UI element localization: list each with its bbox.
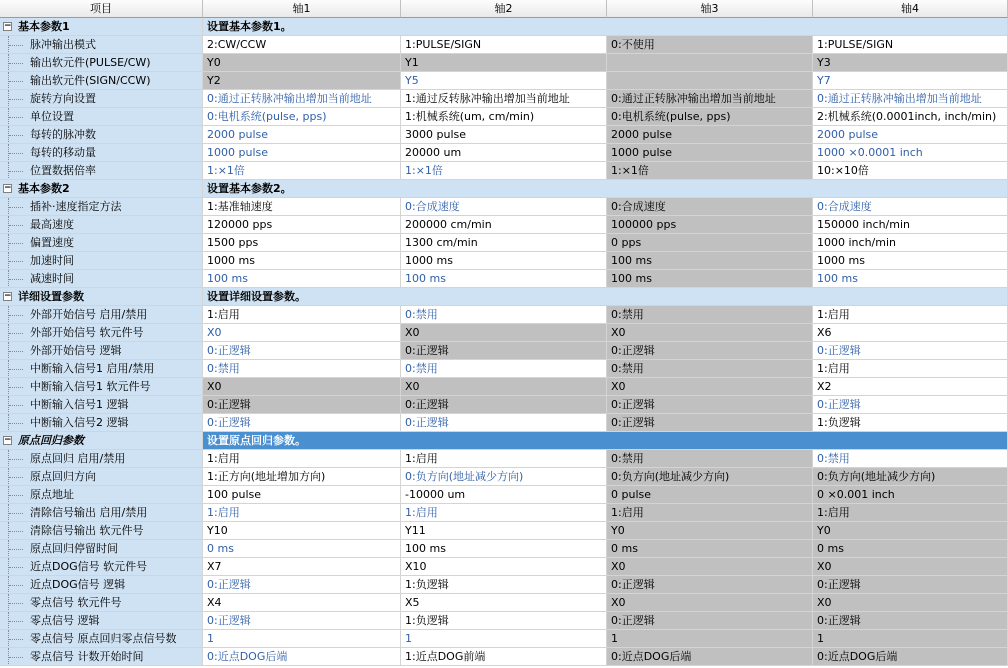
axis3-value-cell[interactable]: 0:正逻辑 xyxy=(607,414,813,432)
axis3-value-cell[interactable]: 2000 pulse xyxy=(607,126,813,144)
parameter-name-cell xyxy=(0,414,203,432)
axis1-value-cell[interactable]: 0:电机系统(pulse, pps) xyxy=(203,108,401,126)
axis2-value-cell[interactable]: 1:启用 xyxy=(401,450,607,468)
axis1-value-cell[interactable]: 0:正逻辑 xyxy=(203,414,401,432)
axis3-value-cell[interactable]: X0 xyxy=(607,324,813,342)
section-title-cell[interactable] xyxy=(0,18,203,36)
axis2-value-cell[interactable]: 0:禁用 xyxy=(401,360,607,378)
axis3-value-cell[interactable] xyxy=(607,54,813,72)
tree-line-icon xyxy=(8,324,26,342)
parameter-name-cell xyxy=(0,216,203,234)
axis4-value-cell[interactable]: 1 xyxy=(813,630,1008,648)
tree-line-icon xyxy=(8,90,26,108)
section-header-row[interactable] xyxy=(0,180,1008,198)
parameter-row xyxy=(0,504,1008,522)
axis2-value-cell[interactable]: Y5 xyxy=(401,72,607,90)
column-header-item[interactable]: 项目 xyxy=(0,0,203,18)
tree-line-icon xyxy=(8,54,26,72)
tree-line-icon xyxy=(8,414,26,432)
axis3-value-cell[interactable]: 1000 pulse xyxy=(607,144,813,162)
parameter-name-cell xyxy=(0,234,203,252)
axis2-value-cell[interactable]: 100 ms xyxy=(401,270,607,288)
axis3-value-cell[interactable]: Y0 xyxy=(607,522,813,540)
axis1-value-cell[interactable]: X0 xyxy=(203,324,401,342)
parameter-label: 零点信号 逻辑 xyxy=(30,614,100,627)
parameter-name-cell xyxy=(0,252,203,270)
axis2-value-cell[interactable]: 1300 cm/min xyxy=(401,234,607,252)
parameter-name-cell xyxy=(0,90,203,108)
parameter-row xyxy=(0,378,1008,396)
axis1-value-cell[interactable]: 0:近点DOG后端 xyxy=(203,648,401,666)
tree-line-icon xyxy=(8,360,26,378)
axis3-value-cell[interactable]: 0:近点DOG后端 xyxy=(607,648,813,666)
section-header-row[interactable] xyxy=(0,432,1008,450)
axis4-value-cell[interactable]: 1:启用 xyxy=(813,504,1008,522)
parameter-row xyxy=(0,594,1008,612)
parameter-label: 旋转方向设置 xyxy=(30,92,96,105)
parameter-row xyxy=(0,126,1008,144)
axis1-value-cell[interactable]: 1:启用 xyxy=(203,450,401,468)
parameter-label: 位置数据倍率 xyxy=(30,164,96,177)
parameter-label: 最高速度 xyxy=(30,218,74,231)
parameter-name-cell xyxy=(0,630,203,648)
tree-line-icon xyxy=(8,594,26,612)
tree-line-icon xyxy=(8,576,26,594)
parameter-row xyxy=(0,612,1008,630)
axis1-value-cell[interactable]: 0:正逻辑 xyxy=(203,342,401,360)
axis3-value-cell[interactable]: 100 ms xyxy=(607,270,813,288)
axis2-value-cell[interactable]: 0:禁用 xyxy=(401,306,607,324)
parameter-row xyxy=(0,648,1008,666)
axis1-value-cell[interactable]: 0:禁用 xyxy=(203,360,401,378)
axis4-value-cell[interactable]: 1000 ms xyxy=(813,252,1008,270)
axis1-value-cell[interactable]: 1:正方向(地址增加方向) xyxy=(203,468,401,486)
axis3-value-cell[interactable]: 100000 pps xyxy=(607,216,813,234)
axis3-value-cell[interactable]: 0:电机系统(pulse, pps) xyxy=(607,108,813,126)
axis2-value-cell[interactable]: 1:近点DOG前端 xyxy=(401,648,607,666)
section-description: 设置基本参数2。 xyxy=(203,180,1008,198)
axis2-value-cell[interactable]: 200000 cm/min xyxy=(401,216,607,234)
parameter-row xyxy=(0,108,1008,126)
axis4-value-cell[interactable]: 1:PULSE/SIGN xyxy=(813,36,1008,54)
section-description: 设置原点回归参数。 xyxy=(203,432,1008,450)
parameter-label: 近点DOG信号 逻辑 xyxy=(30,578,126,591)
axis2-value-cell[interactable]: Y11 xyxy=(401,522,607,540)
axis4-value-cell[interactable]: X6 xyxy=(813,324,1008,342)
tree-line-icon xyxy=(8,144,26,162)
tree-line-icon xyxy=(8,216,26,234)
axis4-value-cell[interactable]: 0 ms xyxy=(813,540,1008,558)
parameter-row xyxy=(0,144,1008,162)
axis2-value-cell[interactable]: X5 xyxy=(401,594,607,612)
parameter-label: 零点信号 软元件号 xyxy=(30,596,122,609)
axis1-value-cell[interactable]: X4 xyxy=(203,594,401,612)
section-title: 基本参数1 xyxy=(18,20,70,33)
axis1-value-cell[interactable]: 1:基准轴速度 xyxy=(203,198,401,216)
axis2-value-cell[interactable]: 0:合成速度 xyxy=(401,198,607,216)
parameter-label: 原点地址 xyxy=(30,488,74,501)
axis2-value-cell[interactable]: 1:PULSE/SIGN xyxy=(401,36,607,54)
parameter-row xyxy=(0,522,1008,540)
parameter-label: 中断输入信号1 逻辑 xyxy=(30,398,129,411)
parameter-name-cell xyxy=(0,558,203,576)
parameter-row xyxy=(0,270,1008,288)
axis4-value-cell[interactable]: 0:合成速度 xyxy=(813,198,1008,216)
parameter-row xyxy=(0,396,1008,414)
parameter-label: 加速时间 xyxy=(30,254,74,267)
parameter-name-cell xyxy=(0,576,203,594)
axis4-value-cell[interactable]: Y7 xyxy=(813,72,1008,90)
tree-line-icon xyxy=(8,486,26,504)
parameter-name-cell xyxy=(0,72,203,90)
parameter-row xyxy=(0,324,1008,342)
parameter-row xyxy=(0,342,1008,360)
parameter-name-cell xyxy=(0,612,203,630)
tree-line-icon xyxy=(8,162,26,180)
parameter-row xyxy=(0,576,1008,594)
tree-line-icon xyxy=(8,108,26,126)
axis4-value-cell[interactable]: X2 xyxy=(813,378,1008,396)
parameter-label: 中断输入信号1 软元件号 xyxy=(30,380,151,393)
parameter-row xyxy=(0,36,1008,54)
axis3-value-cell[interactable]: 1 xyxy=(607,630,813,648)
parameter-row xyxy=(0,216,1008,234)
parameter-label: 减速时间 xyxy=(30,272,74,285)
parameter-row xyxy=(0,360,1008,378)
axis1-value-cell[interactable]: Y2 xyxy=(203,72,401,90)
axis2-value-cell[interactable]: Y1 xyxy=(401,54,607,72)
axis1-value-cell[interactable]: 1:×1倍 xyxy=(203,162,401,180)
collapse-toggle-icon[interactable]: − xyxy=(4,21,12,31)
parameter-name-cell xyxy=(0,36,203,54)
column-header-axis3[interactable]: 轴3 xyxy=(607,0,813,18)
tree-line-icon xyxy=(8,252,26,270)
tree-line-icon xyxy=(8,306,26,324)
axis1-value-cell[interactable]: 2:CW/CCW xyxy=(203,36,401,54)
section-title-cell[interactable] xyxy=(0,432,203,450)
axis3-value-cell[interactable]: 0:正逻辑 xyxy=(607,342,813,360)
axis3-value-cell[interactable]: 0:禁用 xyxy=(607,306,813,324)
axis3-value-cell[interactable]: 0:禁用 xyxy=(607,450,813,468)
parameter-label: 清除信号输出 启用/禁用 xyxy=(30,506,148,519)
axis2-value-cell[interactable]: 1:通过反转脉冲输出增加当前地址 xyxy=(401,90,607,108)
parameter-name-cell xyxy=(0,54,203,72)
parameter-row xyxy=(0,486,1008,504)
axis4-value-cell[interactable]: 100 ms xyxy=(813,270,1008,288)
axis4-value-cell[interactable]: 1000 inch/min xyxy=(813,234,1008,252)
parameter-name-cell xyxy=(0,486,203,504)
axis3-value-cell[interactable]: 100 ms xyxy=(607,252,813,270)
axis1-value-cell[interactable]: X7 xyxy=(203,558,401,576)
tree-line-icon xyxy=(8,234,26,252)
axis4-value-cell[interactable]: 1:启用 xyxy=(813,360,1008,378)
axis3-value-cell[interactable]: 0:通过正转脉冲输出增加当前地址 xyxy=(607,90,813,108)
parameter-label: 零点信号 计数开始时间 xyxy=(30,650,144,663)
axis2-value-cell[interactable]: X0 xyxy=(401,324,607,342)
parameter-name-cell xyxy=(0,648,203,666)
column-header-axis1[interactable]: 轴1 xyxy=(203,0,401,18)
collapse-toggle-icon[interactable]: − xyxy=(4,291,12,301)
axis4-value-cell[interactable]: 0:正逻辑 xyxy=(813,612,1008,630)
axis1-value-cell[interactable]: 100 ms xyxy=(203,270,401,288)
parameter-row xyxy=(0,162,1008,180)
parameter-label: 每转的移动量 xyxy=(30,146,96,159)
axis1-value-cell[interactable]: 0:通过正转脉冲输出增加当前地址 xyxy=(203,90,401,108)
axis4-value-cell[interactable]: 1:启用 xyxy=(813,306,1008,324)
parameter-row xyxy=(0,234,1008,252)
parameter-row xyxy=(0,558,1008,576)
tree-line-icon xyxy=(8,648,26,666)
parameter-label: 输出软元件(SIGN/CCW) xyxy=(30,74,151,87)
tree-line-icon xyxy=(8,504,26,522)
parameter-label: 中断输入信号1 启用/禁用 xyxy=(30,362,155,375)
axis2-value-cell[interactable]: -10000 um xyxy=(401,486,607,504)
tree-line-icon xyxy=(8,396,26,414)
parameter-row xyxy=(0,54,1008,72)
parameter-name-cell xyxy=(0,324,203,342)
axis4-value-cell[interactable]: 0:禁用 xyxy=(813,450,1008,468)
axis3-value-cell[interactable]: X0 xyxy=(607,594,813,612)
section-header-row[interactable] xyxy=(0,288,1008,306)
tree-line-icon xyxy=(8,378,26,396)
axis1-value-cell[interactable]: 0:正逻辑 xyxy=(203,396,401,414)
parameter-name-cell xyxy=(0,378,203,396)
parameter-label: 原点回归停留时间 xyxy=(30,542,118,555)
parameter-label: 零点信号 原点回归零点信号数 xyxy=(30,632,177,645)
axis4-value-cell[interactable]: 2000 pulse xyxy=(813,126,1008,144)
axis1-value-cell[interactable]: 0:正逻辑 xyxy=(203,612,401,630)
tree-line-icon xyxy=(8,126,26,144)
axis3-value-cell[interactable]: 0:不使用 xyxy=(607,36,813,54)
axis1-value-cell[interactable]: Y10 xyxy=(203,522,401,540)
section-description: 设置基本参数1。 xyxy=(203,18,1008,36)
parameter-name-cell xyxy=(0,270,203,288)
axis2-value-cell[interactable]: 1:×1倍 xyxy=(401,162,607,180)
axis1-value-cell[interactable]: X0 xyxy=(203,378,401,396)
tree-line-icon xyxy=(8,72,26,90)
parameter-label: 输出软元件(PULSE/CW) xyxy=(30,56,151,69)
tree-line-icon xyxy=(8,36,26,54)
parameter-row xyxy=(0,198,1008,216)
parameter-name-cell xyxy=(0,522,203,540)
parameter-name-cell xyxy=(0,468,203,486)
tree-line-icon xyxy=(8,540,26,558)
collapse-toggle-icon[interactable]: − xyxy=(4,435,12,445)
parameter-label: 清除信号输出 软元件号 xyxy=(30,524,144,537)
tree-line-icon xyxy=(8,630,26,648)
axis3-value-cell[interactable]: X0 xyxy=(607,558,813,576)
section-description: 设置详细设置参数。 xyxy=(203,288,1008,306)
axis2-value-cell[interactable]: X10 xyxy=(401,558,607,576)
parameter-row xyxy=(0,72,1008,90)
axis2-value-cell[interactable]: 1 xyxy=(401,630,607,648)
axis3-value-cell[interactable]: 0:正逻辑 xyxy=(607,396,813,414)
parameter-name-cell xyxy=(0,144,203,162)
tree-line-icon xyxy=(8,450,26,468)
axis2-value-cell[interactable]: 0:正逻辑 xyxy=(401,414,607,432)
parameter-name-cell xyxy=(0,540,203,558)
tree-line-icon xyxy=(8,198,26,216)
parameter-name-cell xyxy=(0,162,203,180)
tree-line-icon xyxy=(8,612,26,630)
parameter-row xyxy=(0,414,1008,432)
parameter-name-cell xyxy=(0,360,203,378)
axis3-value-cell[interactable]: 1:×1倍 xyxy=(607,162,813,180)
axis3-value-cell[interactable]: 0 pulse xyxy=(607,486,813,504)
axis2-value-cell[interactable]: 1:启用 xyxy=(401,504,607,522)
axis2-value-cell[interactable]: 0:正逻辑 xyxy=(401,342,607,360)
parameter-row xyxy=(0,90,1008,108)
parameter-label: 外部开始信号 启用/禁用 xyxy=(30,308,148,321)
parameter-label: 外部开始信号 逻辑 xyxy=(30,344,122,357)
parameter-name-cell xyxy=(0,504,203,522)
section-title-cell[interactable] xyxy=(0,180,203,198)
section-title-cell[interactable] xyxy=(0,288,203,306)
axis2-value-cell[interactable]: 1:机械系统(um, cm/min) xyxy=(401,108,607,126)
axis4-value-cell[interactable]: 0:正逻辑 xyxy=(813,396,1008,414)
parameter-name-cell xyxy=(0,306,203,324)
axis4-value-cell[interactable]: X0 xyxy=(813,594,1008,612)
parameter-label: 单位设置 xyxy=(30,110,74,123)
axis2-value-cell[interactable]: 3000 pulse xyxy=(401,126,607,144)
axis3-value-cell[interactable]: 0:合成速度 xyxy=(607,198,813,216)
axis3-value-cell[interactable]: 1:启用 xyxy=(607,504,813,522)
parameter-label: 偏置速度 xyxy=(30,236,74,249)
axis1-value-cell[interactable]: Y0 xyxy=(203,54,401,72)
axis1-value-cell[interactable]: 0 ms xyxy=(203,540,401,558)
axis2-value-cell[interactable]: 0:负方向(地址减少方向) xyxy=(401,468,607,486)
axis1-value-cell[interactable]: 2000 pulse xyxy=(203,126,401,144)
tree-line-icon xyxy=(8,468,26,486)
parameter-name-cell xyxy=(0,126,203,144)
parameter-row xyxy=(0,306,1008,324)
axis2-value-cell[interactable]: 20000 um xyxy=(401,144,607,162)
tree-line-icon xyxy=(8,558,26,576)
parameter-label: 脉冲输出模式 xyxy=(30,38,96,51)
section-title: 原点回归参数 xyxy=(18,434,84,447)
parameter-label: 外部开始信号 软元件号 xyxy=(30,326,144,339)
axis3-value-cell[interactable] xyxy=(607,72,813,90)
axis1-value-cell[interactable]: 100 pulse xyxy=(203,486,401,504)
parameter-label: 中断输入信号2 逻辑 xyxy=(30,416,129,429)
axis3-value-cell[interactable]: 0:正逻辑 xyxy=(607,576,813,594)
parameter-name-cell xyxy=(0,594,203,612)
column-header-axis4[interactable]: 轴4 xyxy=(813,0,1008,18)
axis4-value-cell[interactable]: 0:正逻辑 xyxy=(813,576,1008,594)
tree-line-icon xyxy=(8,342,26,360)
parameter-label: 原点回归 启用/禁用 xyxy=(30,452,126,465)
parameter-label: 每转的脉冲数 xyxy=(30,128,96,141)
parameter-row xyxy=(0,252,1008,270)
axis2-value-cell[interactable]: 1:负逻辑 xyxy=(401,612,607,630)
axis1-value-cell[interactable]: 1000 pulse xyxy=(203,144,401,162)
parameter-row xyxy=(0,540,1008,558)
axis2-value-cell[interactable]: X0 xyxy=(401,378,607,396)
axis4-value-cell[interactable]: 0:负方向(地址减少方向) xyxy=(813,468,1008,486)
axis1-value-cell[interactable]: 1 xyxy=(203,630,401,648)
axis2-value-cell[interactable]: 0:正逻辑 xyxy=(401,396,607,414)
column-header-axis2[interactable]: 轴2 xyxy=(401,0,607,18)
parameter-label: 近点DOG信号 软元件号 xyxy=(30,560,148,573)
axis4-value-cell[interactable]: 1:负逻辑 xyxy=(813,414,1008,432)
parameter-name-cell xyxy=(0,450,203,468)
axis4-value-cell[interactable]: 2:机械系统(0.0001inch, inch/min) xyxy=(813,108,1008,126)
axis4-value-cell[interactable]: 0:通过正转脉冲输出增加当前地址 xyxy=(813,90,1008,108)
collapse-toggle-icon[interactable]: − xyxy=(4,183,12,193)
parameter-row xyxy=(0,468,1008,486)
axis1-value-cell[interactable]: 1000 ms xyxy=(203,252,401,270)
axis4-value-cell[interactable]: 10:×10倍 xyxy=(813,162,1008,180)
axis3-value-cell[interactable]: 0 ms xyxy=(607,540,813,558)
axis4-value-cell[interactable]: 0:正逻辑 xyxy=(813,342,1008,360)
tree-line-icon xyxy=(8,522,26,540)
axis1-value-cell[interactable]: 1:启用 xyxy=(203,306,401,324)
section-title: 详细设置参数 xyxy=(18,290,84,303)
section-title: 基本参数2 xyxy=(18,182,70,195)
axis1-value-cell[interactable]: 120000 pps xyxy=(203,216,401,234)
parameter-name-cell xyxy=(0,396,203,414)
tree-line-icon xyxy=(8,270,26,288)
axis4-value-cell[interactable]: 0 ×0.001 inch xyxy=(813,486,1008,504)
axis3-value-cell[interactable]: 0:负方向(地址减少方向) xyxy=(607,468,813,486)
axis4-value-cell[interactable]: 150000 inch/min xyxy=(813,216,1008,234)
parameter-name-cell xyxy=(0,342,203,360)
section-header-row[interactable] xyxy=(0,18,1008,36)
parameter-row xyxy=(0,450,1008,468)
axis2-value-cell[interactable]: 1000 ms xyxy=(401,252,607,270)
parameter-label: 原点回归方向 xyxy=(30,470,96,483)
parameter-label: 插补·速度指定方法 xyxy=(30,200,122,213)
axis1-value-cell[interactable]: 1:启用 xyxy=(203,504,401,522)
axis4-value-cell[interactable]: Y3 xyxy=(813,54,1008,72)
axis1-value-cell[interactable]: 0:正逻辑 xyxy=(203,576,401,594)
axis4-value-cell[interactable]: 1000 ×0.0001 inch xyxy=(813,144,1008,162)
axis3-value-cell[interactable]: 0:正逻辑 xyxy=(607,612,813,630)
axis4-value-cell[interactable]: 0:近点DOG后端 xyxy=(813,648,1008,666)
axis3-value-cell[interactable]: X0 xyxy=(607,378,813,396)
axis3-value-cell[interactable]: 0 pps xyxy=(607,234,813,252)
axis4-value-cell[interactable]: X0 xyxy=(813,558,1008,576)
axis3-value-cell[interactable]: 0:禁用 xyxy=(607,360,813,378)
parameter-name-cell xyxy=(0,108,203,126)
parameter-row xyxy=(0,630,1008,648)
axis1-value-cell[interactable]: 1500 pps xyxy=(203,234,401,252)
axis4-value-cell[interactable]: Y0 xyxy=(813,522,1008,540)
axis2-value-cell[interactable]: 1:负逻辑 xyxy=(401,576,607,594)
axis2-value-cell[interactable]: 100 ms xyxy=(401,540,607,558)
parameter-name-cell xyxy=(0,198,203,216)
